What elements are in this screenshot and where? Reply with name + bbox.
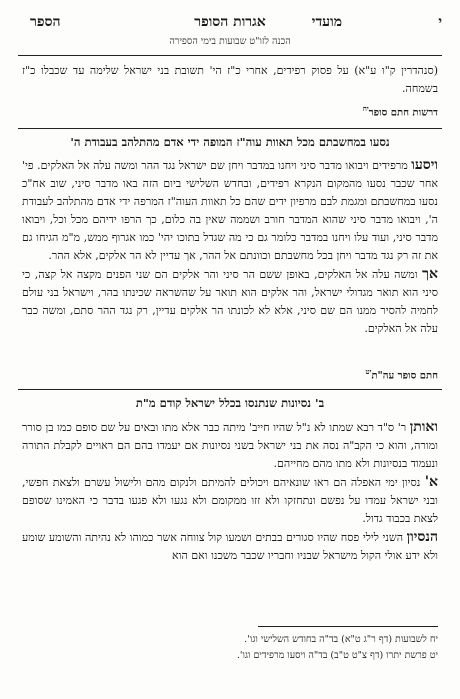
section2-paragraph1 (22, 418, 438, 473)
header-divider (18, 55, 442, 56)
page-subtitle: הכנה לזו"ט שבועות בימי הספירה (169, 36, 291, 47)
section1-title: נסעו במחשבתם מכל תאוות עוה"ז המופה ידי אדם מהתלהב בעבודת ה' (70, 135, 390, 149)
footnote-text: לשבועות (דף ר"ג ט"א) בד"ה בחודש השלישי וגו'. (244, 634, 427, 645)
lead-word: הנסיון (406, 529, 438, 545)
book-title: אגרות הסופר (194, 14, 266, 30)
footnote (22, 648, 438, 664)
sefer-label: הספר (30, 14, 61, 30)
intro-text: (סנהדרין ק"ו ע"א) על פסוק רפידים, אחרי כ"ז הי' תשובת בני ישראל שלימה עד שכבלו כ"ז בשמחה. (22, 64, 438, 95)
paragraph-text: נסיון ימי האפלה הם ראו שונאיהם ויכולים להמיתם ולנקום מהם ולישול עשרם ולצאת חפשי, ובני ישראל עמדו על נפשם ונתחזקו ולא זזו ממקומם ולא נגעו ולא פגעו בדבר כי האמינו שסופם לצאת בכבוד גדול. (22, 476, 438, 525)
source-label: דרשות חתם סופר (368, 107, 438, 119)
paragraph-text: ר' ס"ד רבא שמתו לא נ"ל שהיו חייב' מיתה כבר אלא מתו ובאים על שם סופם כמו בן סורר ומורה, והוא כי הקב"ה נסה את בני ישראל בשני נסיונות אם יעמדו בהם הם ראויים לקבלת התורה ונעמוד בנסיונות ולא מתו מהם מחייהם. (22, 421, 438, 470)
lead-word: א' (424, 474, 439, 490)
section1-paragraph1 (22, 156, 438, 265)
source-heading (365, 367, 438, 381)
section2-paragraph3 (22, 528, 438, 565)
section2-paragraph2 (22, 473, 438, 528)
footnote-ref: יט (365, 367, 372, 376)
page-number: י (438, 14, 442, 30)
footnote-divider (258, 626, 438, 627)
footnote-mark: יח (429, 634, 438, 645)
paragraph-text: השני לילי פסח שהיו סגורים בבתים ושמעו קול צווחה אשר כמוהו לא נהיתה והשומע שומע ולא ידע אולי הקול מישראל שבניו וחבריו שכבר משכנו ואם הוא (22, 531, 438, 562)
footnote-mark: יט (429, 650, 438, 661)
paragraph-text: מרפידים ויבואו מדבר סיני ויחנו במדבר ויחן שם ישראל נגד ההר ומשה עלה אל האלקים. פי' אחר שכבר נסעו מהמקום הנקרא רפידים, ובחדש השלישי ביום הזה באו מדבר סיני, שוב אח"כ נסעו במחשבתם ומגמת לבם מרפיון ידים שהם כל תאוות העוה"ז המרפה ידי אדם מהתלהב לעבודת ה', ויבואו מדבר סיני שהוא המדבר חורב ושממה שאין בה כלום, כך הרפו ידיהם מכל וכל, ויבואו מדבר סיני, ועוד עלו ויחנו במדבר כלומר גם כי מה שגדל בתוכו יהי' כמו אגרוף ממש, מ"מ הגיחו גם את זה רק נגד מדבר ויחן בכל מחשבתם וכוונתם אל ההר, אך עדיין לא הר אלקים, אלא ההר. (22, 159, 438, 262)
footnotes (22, 632, 438, 664)
section2-body (22, 418, 438, 565)
section-title: מועדי (311, 14, 342, 30)
section1-paragraph2 (22, 265, 438, 338)
footnote-text: פרשת יתרו (דף צ"ט ט"ב) בד"ה ויסעו מרפידים וגו'. (236, 650, 427, 661)
lead-word: אך (422, 266, 438, 282)
section-divider (18, 389, 442, 390)
section2-title: ב' נסיונות שנתנסו בכלל ישראל קודם מ"ת (135, 396, 325, 410)
intro-paragraph (22, 62, 438, 98)
paragraph-text: ומשה עלה אל האלקים, באופן ששם הר סיני והר אלקים הם שני הפנים מקצה אל קצה, כי סיני הוא תואר מגדולי ישראל, והר אלקים הוא תואר על שהשראה שכינתו בהר, וישראל בני עולם לחמיה להסיר ממנו הם שם סיני, אלא לא לכונתו הר אלקים עדיין, רק נגד ההר סתם, ומשה כבר עלה אל האלקים. (22, 268, 438, 335)
footnote-ref: יח (362, 104, 369, 113)
lead-word: ואותן (409, 419, 438, 435)
section-divider (18, 128, 442, 129)
lead-word: ויסעו (411, 157, 439, 173)
source-label: חתם סופר עה"ת (371, 370, 438, 382)
source-heading (363, 104, 438, 118)
footnote (22, 632, 438, 648)
section1-body (22, 156, 438, 338)
